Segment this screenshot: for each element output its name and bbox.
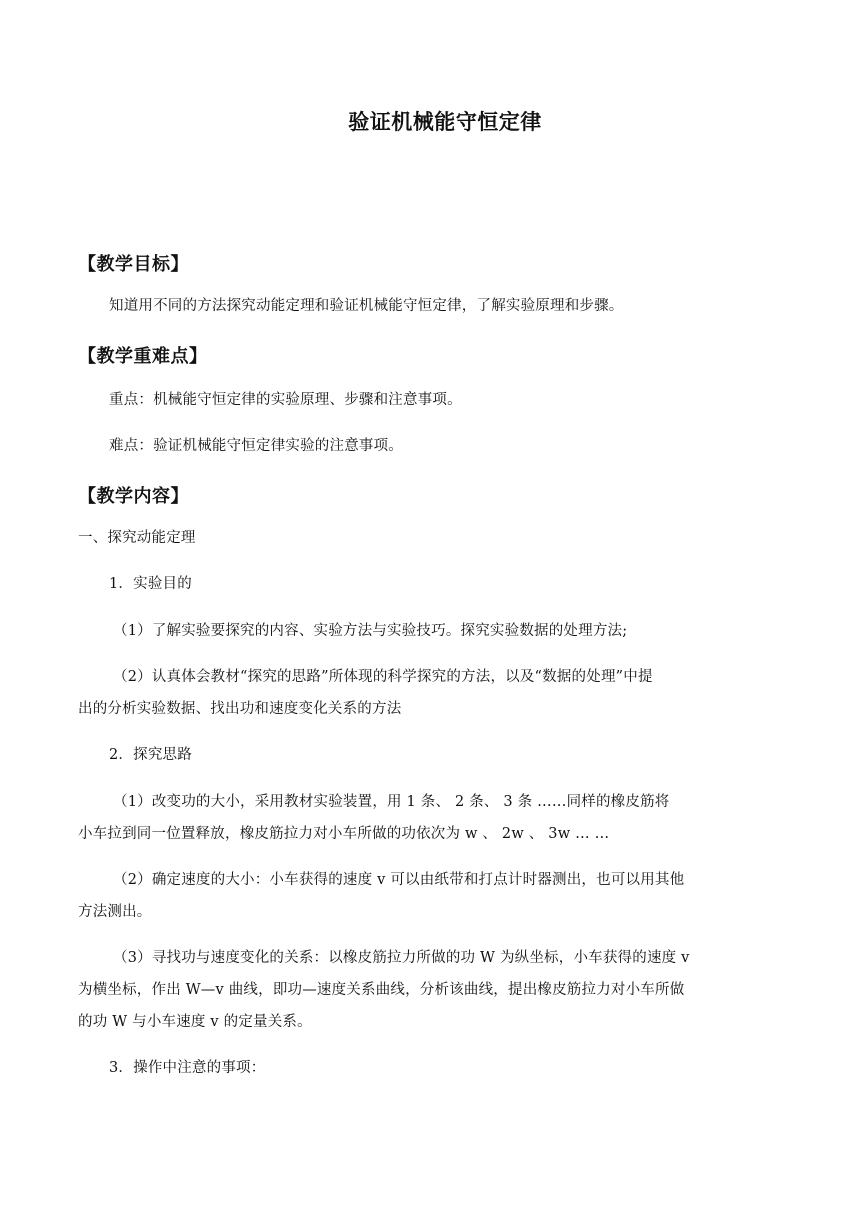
paragraph-line: 为横坐标，作出 W—v 曲线，即功—速度关系曲线，分析该曲线，提出橡皮筋拉力对小车所做: [78, 982, 685, 998]
paragraph-line: （3）寻找功与速度变化的关系：以橡皮筋拉力所做的功 W 为纵坐标，小车获得的速度 v: [113, 950, 690, 966]
section-heading: 一、探究动能定理: [78, 530, 196, 546]
subsection-heading: 1．实验目的: [109, 576, 192, 592]
paragraph-line: 出的分析实验数据、找出功和速度变化关系的方法: [78, 701, 402, 717]
paragraph-line: 方法测出。: [78, 904, 152, 920]
subsection-heading: 3．操作中注意的事项：: [109, 1060, 266, 1076]
paragraph-line: 的功 W 与小车速度 v 的定量关系。: [78, 1014, 312, 1030]
paragraph-line: （1）了解实验要探究的内容、实验方法与实验技巧。探究实验数据的处理方法;: [113, 623, 628, 639]
document-title: 验证机械能守恒定律: [348, 110, 542, 134]
paragraph-line: （2）认真体会教材“探究的思路”所体现的科学探究的方法，以及“数据的处理”中提: [113, 669, 653, 685]
paragraph-line: （2）确定速度的大小：小车获得的速度 v 可以由纸带和打点计时器测出，也可以用其他: [113, 872, 685, 888]
objectives-text: 知道用不同的方法探究动能定理和验证机械能守恒定律，了解实验原理和步骤。: [109, 298, 624, 314]
paragraph-line: 小车拉到同一位置释放，橡皮筋拉力对小车所做的功依次为 w 、 2w 、 3w … …: [78, 826, 610, 842]
key-point-text: 重点：机械能守恒定律的实验原理、步骤和注意事项。: [109, 392, 462, 408]
heading-key-points: 【教学重难点】: [78, 346, 208, 367]
subsection-heading: 2．探究思路: [109, 747, 192, 763]
paragraph-line: （1）改变功的大小，采用教材实验装置，用 1 条、 2 条、 3 条 ……同样的橡皮筋将: [113, 794, 670, 810]
heading-objectives: 【教学目标】: [78, 254, 189, 275]
heading-content: 【教学内容】: [78, 486, 189, 507]
difficult-point-text: 难点：验证机械能守恒定律实验的注意事项。: [109, 438, 403, 454]
